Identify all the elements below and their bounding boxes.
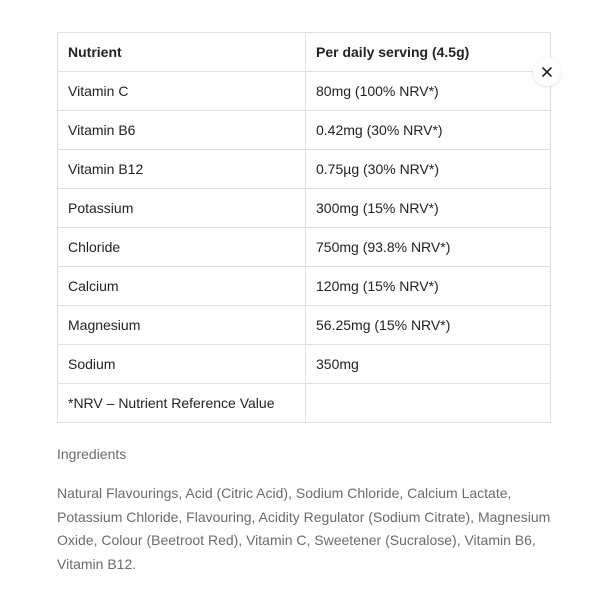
nutrient-cell: Vitamin B12 [58,150,306,189]
table-row [58,384,551,423]
ingredients-text: Natural Flavourings, Acid (Citric Acid), Sodium Chloride, Calcium Lactate, Potassium Chloride, Flavouring, Acidity Regulator (Sodium Citrate), Magnesium Oxide, Colour (Beetroot Red), Vitamin C, Sweetener (Sucralose), Vitamin B6, Vitamin B12. [57,485,551,572]
value-cell: 120mg (15% NRV*) [306,267,551,306]
value-cell: 750mg (93.8% NRV*) [306,228,551,267]
nutrient-cell: Vitamin C [58,72,306,111]
value-cell: 56.25mg (15% NRV*) [306,306,551,345]
nutrient-cell: Potassium [58,189,306,228]
value-cell: 0.75µg (30% NRV*) [306,150,551,189]
ingredients-heading: Ingredients [57,446,127,462]
value-cell: 300mg (15% NRV*) [306,189,551,228]
table-row [58,72,551,111]
table-header-row [58,33,551,72]
table-row [58,111,551,150]
nutrient-cell: Calcium [58,267,306,306]
nutrient-cell: Sodium [58,345,306,384]
nutrient-cell: Magnesium [58,306,306,345]
nutrient-cell: Chloride [58,228,306,267]
value-cell [306,384,551,423]
table-row [58,306,551,345]
close-button[interactable] [533,58,561,86]
value-cell: 350mg [306,345,551,384]
value-cell: 0.42mg (30% NRV*) [306,111,551,150]
table-row [58,228,551,267]
header-nutrient: Nutrient [58,33,306,72]
footnote-cell: *NRV – Nutrient Reference Value [58,384,306,423]
header-serving: Per daily serving (4.5g) [306,33,551,72]
nutrient-cell: Vitamin B6 [58,111,306,150]
nutrition-table [57,32,551,423]
value-cell: 80mg (100% NRV*) [306,72,551,111]
close-icon [542,67,552,77]
table-row [58,189,551,228]
table-row [58,150,551,189]
table-row [58,267,551,306]
table-row [58,345,551,384]
